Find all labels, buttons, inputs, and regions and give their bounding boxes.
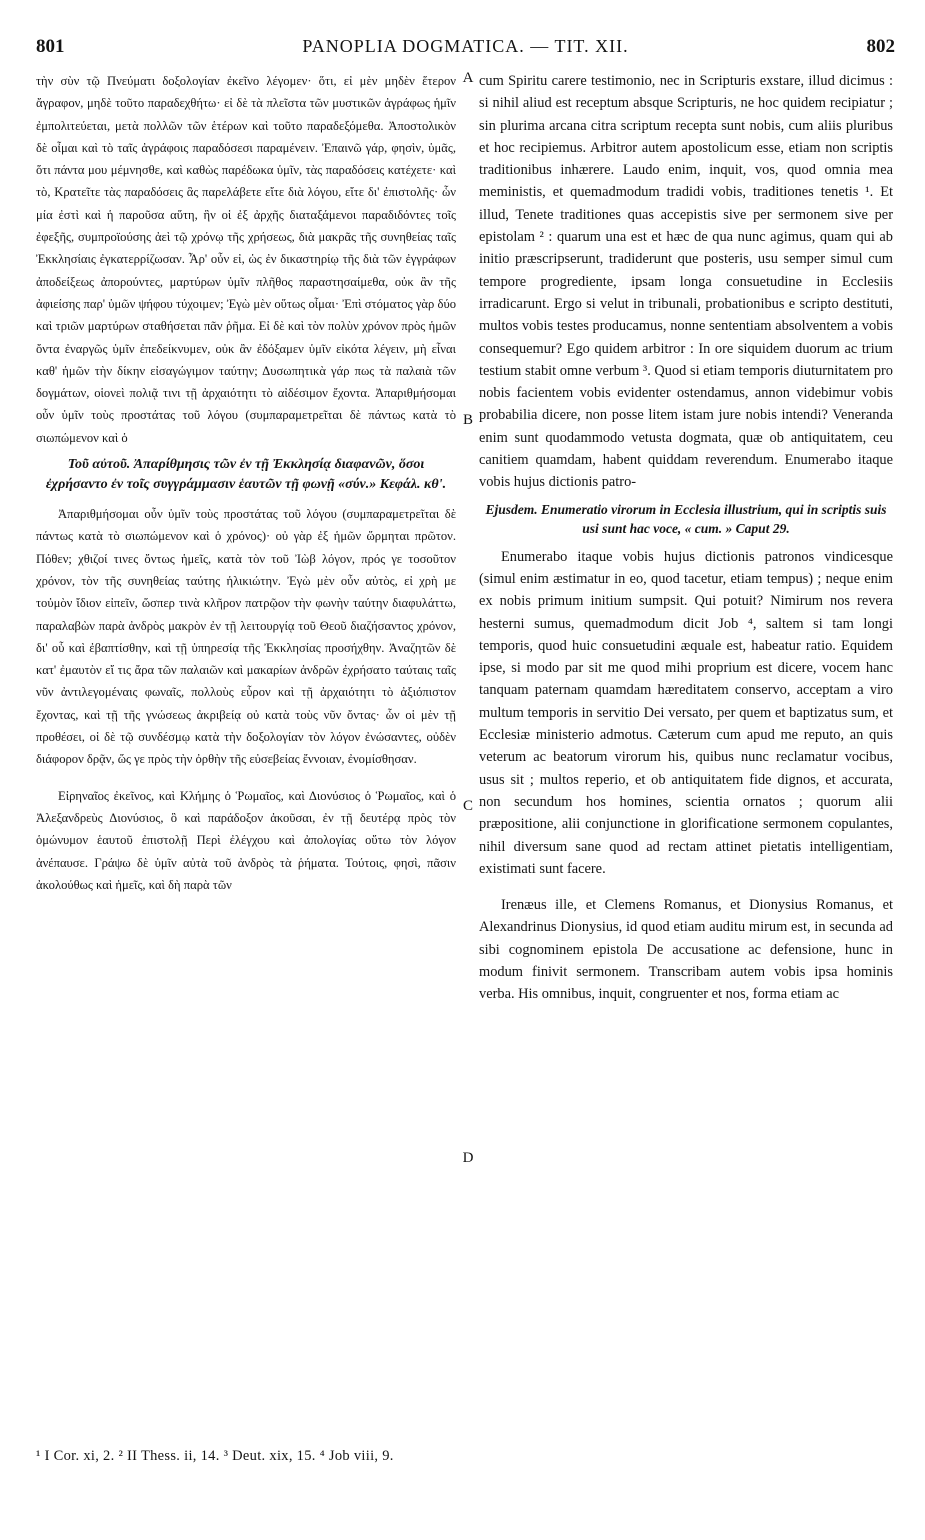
greek-chapter-heading: Τοῦ αὐτοῦ. Ἀπαρίθμησις τῶν ἐν τῇ Ἐκκλησίᾳ διαφανῶν, ὅσοι ἐχρήσαντο ἐν τοῖς συγγράμμασιν ἑαυτῶν τῇ φωνῇ «σύν.» Κεφάλ. κθ'. [45, 457, 447, 493]
latin-paragraph-3: Irenæus ille, et Clemens Romanus, et Dionysius Romanus, et Alexandrinus Dionysius, id quod etiam auditu mirum est, in secunda ad sibi cognominem epistola De accusatione ac defensione, hunc in modum finivit sermonem. Transcribam autem vobis ipsa hominis verba. His omnibus, inquit, congruenter et nos, forma etiam ac [479, 897, 893, 1003]
section-marker-d: D [462, 1150, 474, 1166]
running-title: PANOPLIA DOGMATICA. — TIT. XII. [302, 36, 629, 56]
latin-column [479, 70, 893, 1006]
section-marker-c: C [462, 798, 473, 814]
greek-paragraph-3: Εἰρηναῖος ἐκεῖνος, καὶ Κλήμης ὁ Ῥωμαῖος, καὶ Διονύσιος ὁ Ῥωμαῖος, καὶ ὁ Ἀλεξανδρεὺς Διονύσιος, ὃ καὶ παράδοξον ἀκοῦσαι, ἐν τῇ δευτέρᾳ πρὸς τὸν ὁμώνυμον ἑαυτοῦ ἐπιστολῇ Περὶ ἐλέγχου καὶ ἀπολογίας οὕτω τὸν λόγον ἀνέπαυσε. Γράψω δὲ ὑμῖν αὐτὰ τοῦ ἀνδρὸς τὰ ῥήματα. Τούτοις, φησὶ, πᾶσιν ἀκολούθως καὶ ἡμεῖς, καὶ δὴ παρὰ τῶν [36, 788, 456, 892]
page-number-right: 802 [866, 36, 895, 57]
greek-paragraph-2: Ἀπαριθμήσομαι οὖν ὑμῖν τοὺς προστάτας τοῦ λόγου (συμπαραμετρεῖται δὲ πάντως κατὰ τὸ σιωπώμενον καὶ ὁ χρόνος)· οὐ γὰρ ἐξ ἡμῶν ὥρμηται πρῶτον. Πόθεν; χθιζοί τινες ὄντως ἡμεῖς, κατὰ τὸν τοῦ Ἰὼβ λόγον, πρός γε τοσοῦτον χρόνον, τὸν τῆς συνηθείας ταύτης ἡλικιώτην. Ἐγὼ μὲν οὖν αὐτὸς, εἰ χρὴ με τοὐμὸν ἴδιον εἰπεῖν, ὥσπερ τινὰ κλῆρον πατρῷον τὴν φωνὴν ταύτην διαφυλάττω, παραλαβὼν παρὰ ἀνδρὸς μακρὸν ἐν τῇ λειτουργίᾳ τοῦ Θεοῦ διαζήσαντος χρόνον, δι' οὗ καὶ ἐβαπτίσθην, καὶ τῇ ὑπηρεσίᾳ τῆς Ἐκκλησίας προσήχθην. Ἀναζητῶν δὲ κατ' ἐμαυτὸν εἴ τις ἄρα τῶν παλαιῶν καὶ μακαρίων ἀνδρῶν ἐχρήσατο ταύταις ταῖς νῦν ἀντιλεγομέναις φωναῖς, πολλοὺς εὗρον καὶ τῇ ἀρχαιότητι τὸ ἀξιόπιστον ἔχοντας, καὶ τῇ τῆς γνώσεως ἀκριβείᾳ οὐ κατὰ τοὺς νῦν ὄντας· ὧν οἱ μὲν τῇ προθέσει, οἱ δὲ τῷ συνδέσμῳ κατὰ τὴν δοξολογίαν τὸν λόγον ἐνώσαντες, οὐδὲν διάφορον δρᾷν, ὥς γε πρὸς τὴν ὀρθὴν τῆς εὐσεβείας ἔννοιαν, ἐνομίσθησαν. [36, 507, 456, 767]
greek-paragraph-1: τὴν σὺν τῷ Πνεύματι δοξολογίαν ἐκεῖνο λέγομεν· ὅτι, εἰ μὲν μηδὲν ἕτερον ἄγραφον, μηδὲ τοῦτο παραδεχθήτω· εἰ δὲ τὰ πλεῖστα τῶν μυστικῶν ἀγράφως ἡμῖν ἐμπολιτεύεται, μετὰ πολλῶν τῶν ἑτέρων καὶ τοῦτο παραδεξόμεθα. Ἀποστολικὸν δὲ οἶμαι καὶ τὸ ταῖς ἀγράφοις παραδόσεσι παραμένειν. Ἐπαινῶ γάρ, φησὶν, ὑμᾶς, ὅτι πάντα μου μέμνησθε, καὶ καθὼς παρέδωκα ὑμῖν, τὰς παραδόσεις κατέχετε· καὶ τὸ, Κρατεῖτε τὰς παραδόσεις ἃς παρελάβετε εἴτε διὰ λόγου, εἴτε δι' ἐπιστολῆς· ὧν μία ἐστὶ καὶ ἡ παροῦσα αὕτη, ἣν οἱ ἐξ ἀρχῆς διαταξάμενοι παραδιδόντες τοῖς ἐφεξῆς, συμπροϊούσης ἀεὶ τῷ χρόνῳ τῆς χρήσεως, διὰ μακρᾶς τῆς συνηθείας ταῖς Ἐκκλησίαις ἐγκατερρίζωσαν. Ἆρ' οὖν εἰ, ὡς ἐν δικαστηρίῳ τῆς διὰ τῶν ἐγγράφων ἀποδείξεως ἀπορούντες, μαρτύρων ὑμῖν πλῆθος παραστησαίμεθα, οὐκ ἂν τῆς ἀφιείσης παρ' ὑμῶν ψήφου τύχοιμεν; Ἐγὼ μὲν οὕτως οἶμαι· Ἐπὶ στόματος γὰρ δύο καὶ τριῶν μαρτύρων σταθήσεται πᾶν ῥῆμα. Εἰ δὲ καὶ τὸν πολὺν χρόνον πρὸς ἡμῶν ὄντα ἐναργῶς ὑμῖν ἐπεδείκνυμεν, οὐκ ἂν ἐδόξαμεν ὑμῖν εἰκότα λέγειν, μὴ εἶναι καθ' ἡμῶν τὴν δίκην εἰσαγώγιμον ταύτην; Δυσωπητικὰ γάρ πως τὰ παλαιὰ τῶν δογμάτων, οἱονεὶ πολιᾷ τινι τῇ ἀρχαιότητι τὸ αἰδέσιμον ἔχοντα. Ἀπαριθμήσομαι οὖν ὑμῖν τοὺς προστάτας τοῦ λόγου (συμπαραμετρεῖται δὲ πάντως κατὰ τὸ σιωπώμενον καὶ ὁ [36, 74, 456, 445]
page-number-left: 801 [36, 36, 65, 57]
footnotes: ¹ I Cor. xi, 2. ² II Thess. ii, 14. ³ Deut. xix, 15. ⁴ Job viii, 9. [36, 1448, 394, 1464]
latin-paragraph-2: Enumerabo itaque vobis hujus dictionis patronos vindicesque (simul enim æstimatur in eo, quod tacetur, etiam tempus) ; neque enim ex nobis primum initium sumpsit. Qui potuit? Nimirum nos revera hesterni sumus, quemadmodum dicit Job ⁴, saltem si tam longi temporis, quod huic consuetudini æquale est, habeatur ratio. Equidem ipse, si modo par sit me quod mihi proprium est dicere, vocem hanc tanquam paternam quamdam hæreditatem conservo, acceptam a viro multum temporis in servitio Dei versato, per quem et baptizatus sum, et Ecclesiæ ministerio admotus. Cæterum cum apud me reputo, an quis veterum ac beatorum virorum his, quibus nunc reclamatur vocibus, usus sit ; multos reperio, et ob antiquitatem fide dignos, et accurata, non secundum hos homines, scientia ornatos ; quorum alii præpositione, alii conjunctione in glorificatione sermonem copulantes, nihil diversum sane quod ad rectam attinet pietatis intelligentiam, existimati sunt facere. [479, 548, 893, 877]
latin-chapter-heading: Ejusdem. Enumeratio virorum in Ecclesia illustrium, qui in scriptis suis usi sunt hac voce, « cum. » Caput 29. [485, 501, 887, 536]
latin-paragraph-1: cum Spiritu carere testimonio, nec in Scripturis exstare, illud dicimus : si nihil aliud est receptum absque Scripturis, ne hoc quidem recipiatur ; sin plurima arcana citra scriptum recepta sunt nobis, cum aliis pluribus et hoc recipiemus. Arbitror autem apostolicum esse, etiam non scriptis traditionibus inhærere. Laudo enim, inquit, vos, quod omnia mea meministis, et quemadmodum tradidi vobis, traditiones tenetis ¹. Et illud, Tenete traditiones quas accepistis sive per sermonem sive per epistolam ² : quarum una est et hæc de qua nunc agimus, quam qui ab initio præscripserunt, tradiderunt que posteris, usu semper simul cum tempore progrediente, ipsam longa consuetudine in Ecclesiis irradicarunt. Ergo si velut in tribunali, probationibus e scripto destituti, multos vobis testes producamus, nonne sententiam absolventem a vobis consequemur? Ego quidem arbitror : In ore siquidem duorum ac trium testium stabit omne verbum ³. Quod si etiam temporis diuturnitatem pro nobis facientem vobis evidenter ostendamus, annon videbimur vobis probabilia dicere, non posse litem istam jure nobis intendi? Veneranda enim sunt quodammodo vetusta dogmata, quæ ob antiquitatem, ceu canitiem quamdam, habent quiddam reverendum. Enumerabo itaque vobis hujus dictionis patro- [479, 73, 893, 491]
section-marker-b: B [462, 412, 473, 428]
greek-column [36, 70, 456, 896]
section-marker-a: A [462, 70, 474, 86]
page-header [36, 36, 895, 60]
